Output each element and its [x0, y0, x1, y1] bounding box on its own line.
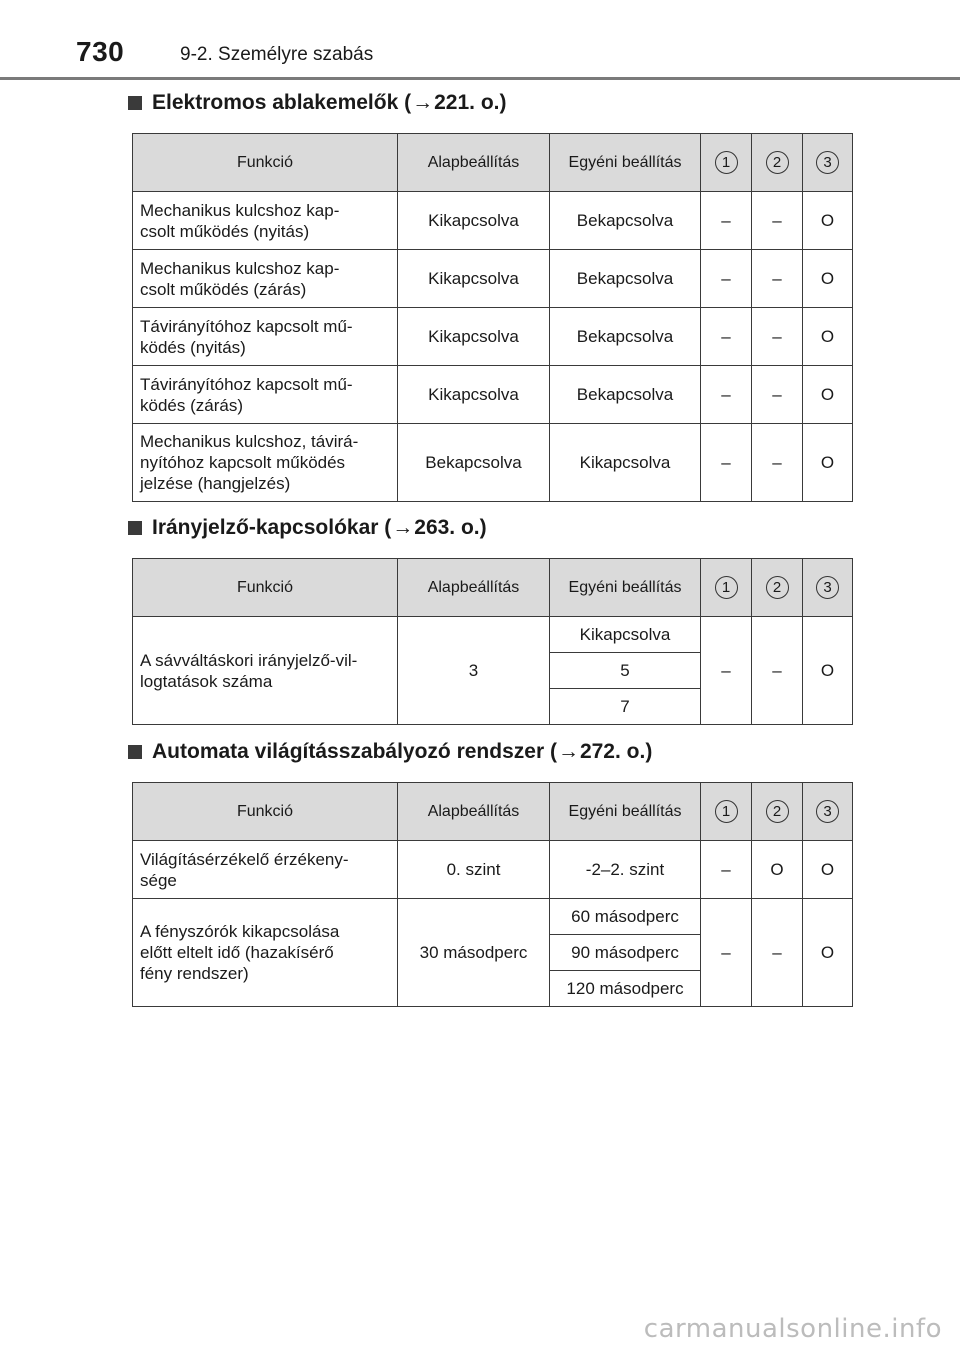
method-2-cell: –	[752, 424, 803, 502]
bullet-square-icon	[128, 96, 142, 110]
custom-cell: 60 másodperc	[550, 899, 701, 935]
method-3-cell: O	[803, 617, 853, 725]
method-1-cell: –	[701, 841, 752, 899]
header-method-3	[803, 559, 853, 617]
method-1-cell: –	[701, 899, 752, 1007]
default-cell: Bekapcsolva	[398, 424, 550, 502]
table-header-row	[133, 783, 853, 841]
custom-cell: 90 másodperc	[550, 935, 701, 971]
header-method-2	[752, 783, 803, 841]
circle-3-icon: 3	[816, 576, 839, 599]
header-function: Funkció	[133, 559, 398, 617]
table-row	[133, 250, 853, 308]
function-cell: A fényszórók kikapcsolása előtt eltelt idő (hazakísérő fény rendszer)	[133, 899, 398, 1007]
method-1-cell: –	[701, 192, 752, 250]
method-2-cell: –	[752, 366, 803, 424]
method-3-cell: O	[803, 841, 853, 899]
arrow-icon: →	[392, 516, 414, 539]
function-cell: Mechanikus kulcshoz kap- csolt működés (nyitás)	[133, 192, 398, 250]
header-method-2	[752, 134, 803, 192]
header-function: Funkció	[133, 783, 398, 841]
circle-2-icon: 2	[766, 800, 789, 823]
header-method-3	[803, 134, 853, 192]
header-method-1	[701, 559, 752, 617]
table-row	[133, 617, 853, 653]
custom-cell: Bekapcsolva	[550, 308, 701, 366]
function-cell: Távirányítóhoz kapcsolt mű- ködés (zárás)	[133, 366, 398, 424]
section-title-text: Elektromos ablakemelők (	[152, 91, 412, 114]
function-cell: Távirányítóhoz kapcsolt mű- ködés (nyitás)	[133, 308, 398, 366]
circle-2-icon: 2	[766, 151, 789, 174]
method-1-cell: –	[701, 617, 752, 725]
arrow-icon: →	[412, 91, 434, 114]
custom-cell: Kikapcsolva	[550, 424, 701, 502]
default-cell: 3	[398, 617, 550, 725]
page-reference-link[interactable]: 221. o.)	[434, 91, 507, 114]
section-title-text: Automata világításszabályozó rendszer (	[152, 740, 557, 763]
header-default: Alapbeállítás	[398, 134, 550, 192]
table-header-row	[133, 559, 853, 617]
method-3-cell: O	[803, 899, 853, 1007]
header-method-1	[701, 134, 752, 192]
circle-3-icon: 3	[816, 151, 839, 174]
bullet-square-icon	[128, 521, 142, 535]
method-2-cell: –	[752, 617, 803, 725]
method-2-cell: –	[752, 308, 803, 366]
table-row	[133, 841, 853, 899]
custom-cell: -2–2. szint	[550, 841, 701, 899]
header-custom: Egyéni beállítás	[550, 134, 701, 192]
header-function: Funkció	[133, 134, 398, 192]
default-cell: Kikapcsolva	[398, 250, 550, 308]
arrow-icon: →	[557, 740, 579, 763]
custom-cell: Kikapcsolva	[550, 617, 701, 653]
header-custom: Egyéni beállítás	[550, 559, 701, 617]
method-1-cell: –	[701, 366, 752, 424]
default-cell: Kikapcsolva	[398, 308, 550, 366]
circle-1-icon: 1	[715, 576, 738, 599]
header-method-2	[752, 559, 803, 617]
custom-cell: 5	[550, 653, 701, 689]
method-1-cell: –	[701, 424, 752, 502]
method-1-cell: –	[701, 308, 752, 366]
header-default: Alapbeállítás	[398, 783, 550, 841]
custom-cell: 7	[550, 689, 701, 725]
bullet-square-icon	[128, 745, 142, 759]
method-3-cell: O	[803, 424, 853, 502]
method-2-cell: –	[752, 250, 803, 308]
default-cell: 0. szint	[398, 841, 550, 899]
turn-signal-table	[132, 558, 853, 725]
method-2-cell: O	[752, 841, 803, 899]
method-3-cell: O	[803, 366, 853, 424]
table-header-row	[133, 134, 853, 192]
default-cell: Kikapcsolva	[398, 366, 550, 424]
header-rule	[0, 77, 960, 80]
circle-2-icon: 2	[766, 576, 789, 599]
page-reference-link[interactable]: 272. o.)	[579, 740, 653, 763]
watermark: carmanualsonline.info	[643, 1314, 942, 1344]
page-reference-link[interactable]: 263. o.)	[414, 516, 487, 539]
page-number: 730	[76, 36, 125, 67]
header-custom: Egyéni beállítás	[550, 783, 701, 841]
header-default: Alapbeállítás	[398, 559, 550, 617]
method-3-cell: O	[803, 250, 853, 308]
table-row	[133, 424, 853, 502]
default-cell: Kikapcsolva	[398, 192, 550, 250]
section-title-power-windows	[128, 91, 506, 115]
function-cell: Mechanikus kulcshoz kap- csolt működés (zárás)	[133, 250, 398, 308]
method-2-cell: –	[752, 192, 803, 250]
power-windows-table	[132, 133, 853, 502]
method-3-cell: O	[803, 308, 853, 366]
function-cell: Mechanikus kulcshoz, távirá- nyítóhoz kapcsolt működés jelzése (hangjelzés)	[133, 424, 398, 502]
section-title-turn-signal	[128, 516, 487, 540]
header-method-3	[803, 783, 853, 841]
custom-cell: Bekapcsolva	[550, 250, 701, 308]
table-row	[133, 192, 853, 250]
custom-cell: Bekapcsolva	[550, 192, 701, 250]
function-cell: Világításérzékelő érzékeny- sége	[133, 841, 398, 899]
default-cell: 30 másodperc	[398, 899, 550, 1007]
method-2-cell: –	[752, 899, 803, 1007]
circle-1-icon: 1	[715, 800, 738, 823]
method-3-cell: O	[803, 192, 853, 250]
method-1-cell: –	[701, 250, 752, 308]
function-cell: A sávváltáskori irányjelző-vil- logtatások száma	[133, 617, 398, 725]
table-row	[133, 366, 853, 424]
header-method-1	[701, 783, 752, 841]
chapter-title: 9-2. Személyre szabás	[180, 44, 374, 65]
table-row	[133, 308, 853, 366]
custom-cell: Bekapcsolva	[550, 366, 701, 424]
custom-cell: 120 másodperc	[550, 971, 701, 1007]
auto-lights-table	[132, 782, 853, 1007]
section-title-auto-lights	[128, 740, 652, 764]
section-title-text: Irányjelző-kapcsolókar (	[152, 516, 392, 539]
circle-1-icon: 1	[715, 151, 738, 174]
table-row	[133, 899, 853, 935]
circle-3-icon: 3	[816, 800, 839, 823]
